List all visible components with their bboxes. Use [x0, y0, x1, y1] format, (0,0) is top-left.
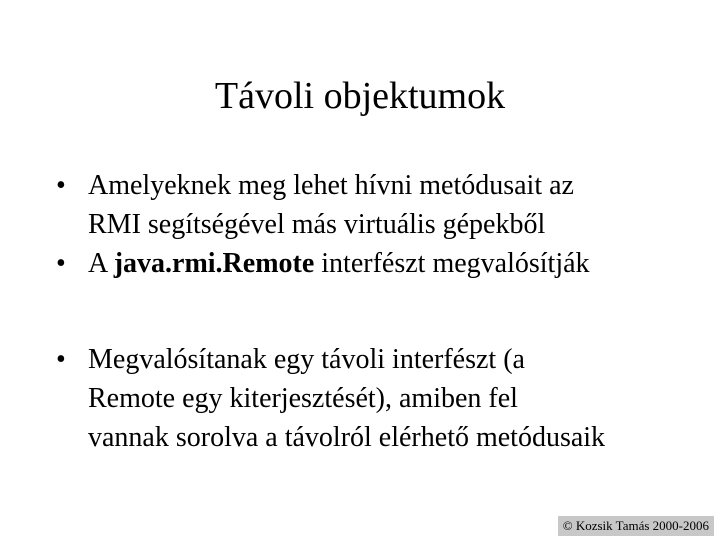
bullet-dot: •	[56, 170, 66, 201]
bullet-line: RMI segítségével más virtuális gépekből	[88, 209, 546, 240]
bullet-prefix: A	[88, 248, 114, 279]
bullet-dot: •	[56, 344, 66, 375]
slide-title: Távoli objektumok	[214, 75, 506, 117]
bullet-line: vannak sorolva a távolról elérhető metódusaik	[88, 422, 606, 453]
bullet-text	[88, 244, 590, 283]
bullet-line: Megvalósítanak egy távoli interfészt (a	[88, 344, 525, 375]
bullet-text	[88, 166, 574, 244]
bullet-text	[88, 340, 605, 457]
bullet-suffix: interfészt megvalósítják	[314, 248, 590, 279]
bullet-line: Remote egy kiterjesztését), amiben fel	[88, 383, 518, 414]
bullet-dot: •	[56, 248, 66, 279]
bullet-line: Amelyeknek meg lehet hívni metódusait az	[88, 170, 574, 201]
copyright-footer: © Kozsik Tamás 2000-2006	[558, 516, 714, 536]
bullet-bold-term: java.rmi.Remote	[113, 248, 315, 279]
